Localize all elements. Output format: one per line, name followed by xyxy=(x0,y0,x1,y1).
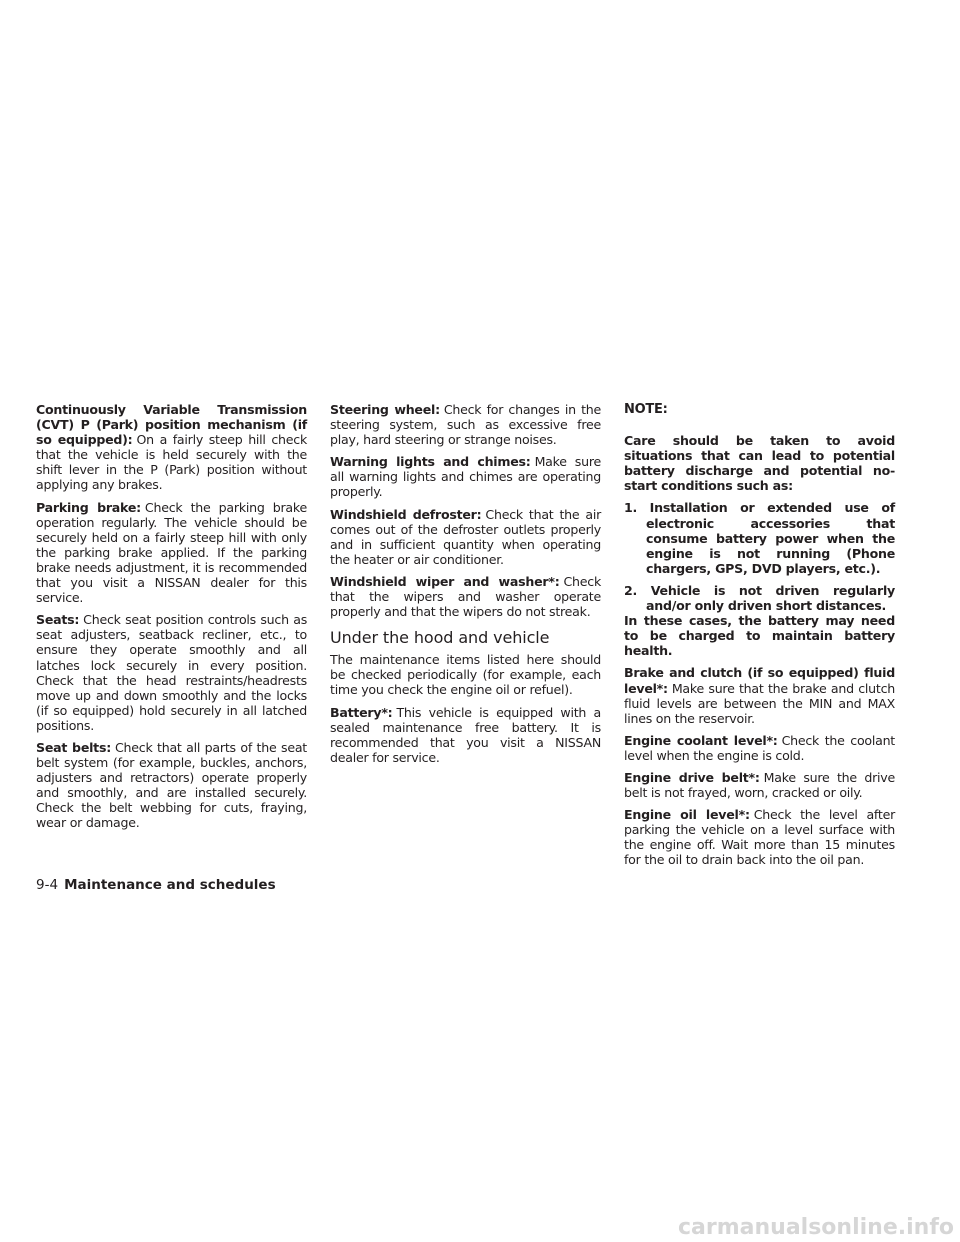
cvt-park-text: On a fairly steep hill check that the vehicle is held securely with the shift lever in the P (Park) position without applying any brakes. xyxy=(36,432,308,493)
engine-oil-label: Engine oil level*: xyxy=(624,807,750,823)
seat-belts-paragraph xyxy=(36,740,307,831)
column-left xyxy=(36,402,307,838)
brake-clutch-fluid-text: Make sure that the brake and clutch fluid levels are between the MIN and MAX lines on the reservoir. xyxy=(624,680,895,726)
note-intro: Care should be taken to avoid situations that can lead to potential battery discharge and potential no-start conditions such as: xyxy=(624,433,895,494)
note-outro: In these cases, the battery may need to be charged to maintain battery health. xyxy=(624,613,895,659)
battery-text: This vehicle is equipped with a sealed maintenance free battery. It is recommended that you visit a NISSAN dealer for service. xyxy=(330,704,601,765)
seat-belts-text: Check that all parts of the seat belt system (for example, buckles, anchors, adjusters and retractors) operate properly and smoothly, and are installed securely. Check the belt webbing for cuts, fraying, wear or damage. xyxy=(36,739,307,831)
parking-brake-text: Check the parking brake operation regularly. The vehicle should be securely held on a fairly steep hill with only the parking brake applied. If the parking brake needs adjustment, it is recommended that you visit a NISSAN dealer for this service. xyxy=(36,499,307,606)
parking-brake-paragraph xyxy=(36,500,307,606)
warning-lights-paragraph xyxy=(330,454,601,499)
windshield-defroster-paragraph xyxy=(330,507,601,567)
steering-wheel-paragraph xyxy=(330,402,601,447)
engine-coolant-text: Check the coolant level when the engine is cold. xyxy=(624,732,895,763)
engine-drive-belt-text: Make sure the drive belt is not frayed, worn, cracked or oily. xyxy=(624,769,895,801)
seat-belts-label: Seat belts: xyxy=(36,739,111,755)
note-item-1: 1. Installation or extended use of electronic accessories that consume battery power when the engine is not running (Phone chargers, GPS, DVD players, etc.). xyxy=(624,500,895,576)
note-item-2: 2. Vehicle is not driven regularly and/or only driven short distances. xyxy=(624,582,895,614)
engine-coolant-paragraph xyxy=(624,733,895,763)
engine-drive-belt-paragraph xyxy=(624,770,895,800)
windshield-defroster-label: Windshield defroster: xyxy=(330,506,482,522)
windshield-wiper-paragraph xyxy=(330,574,601,619)
engine-oil-text: Check the level after parking the vehicle on a level surface with the engine off. Wait more than 15 minutes for the oil to drain back into the oil pan. xyxy=(624,807,895,868)
cvt-park-paragraph xyxy=(36,402,307,493)
seats-paragraph xyxy=(36,612,307,733)
battery-label: Battery*: xyxy=(330,704,393,720)
windshield-wiper-label: Windshield wiper and washer*: xyxy=(330,573,560,589)
column-right xyxy=(624,402,895,875)
maintenance-intro-text: The maintenance items listed here should be checked periodically (for example, each time you check the engine oil or refuel). xyxy=(330,652,601,698)
seats-text: Check seat position controls such as seat adjusters, seatback recliner, etc., to ensure they operate smoothly and all latches lock securely in every position. Check that the head restraints/headrests move up and down smoothly and the locks (if so equipped) hold securely in all latched positions. xyxy=(36,612,307,733)
column-middle xyxy=(330,402,601,772)
parking-brake-label: Parking brake: xyxy=(36,499,141,515)
brake-clutch-fluid-label: Brake and clutch (if so equipped) fluid level*: xyxy=(624,665,895,696)
engine-oil-paragraph xyxy=(624,807,895,867)
page-footer xyxy=(36,877,276,893)
cvt-park-label: Continuously Variable Transmission (CVT) P (Park) position mechanism (if so equipped): xyxy=(36,402,307,448)
brake-clutch-fluid-paragraph xyxy=(624,665,895,725)
section-heading-under-hood: Under the hood and vehicle xyxy=(330,628,550,648)
note-title: NOTE: xyxy=(624,402,668,417)
page-number: 9-4 xyxy=(36,877,59,893)
windshield-wiper-text: Check that the wipers and washer operate properly and that the wipers do not streak. xyxy=(330,573,601,620)
windshield-defroster-text: Check that the air comes out of the defroster outlets properly and in sufficient quantity when operating the heater or air conditioner. xyxy=(330,506,602,567)
maintenance-intro-paragraph xyxy=(330,652,601,697)
battery-paragraph xyxy=(330,705,601,765)
steering-wheel-label: Steering wheel: xyxy=(330,402,440,417)
engine-drive-belt-label: Engine drive belt*: xyxy=(624,769,760,785)
engine-coolant-label: Engine coolant level*: xyxy=(624,732,778,748)
warning-lights-label: Warning lights and chimes: xyxy=(330,454,531,470)
steering-wheel-text: Check for changes in the steering system, such as excessive free play, hard steering or strange noises. xyxy=(330,402,601,448)
footer-section-title: Maintenance and schedules xyxy=(64,877,276,893)
watermark: carmanualsonline.info xyxy=(678,1215,954,1240)
seats-label: Seats: xyxy=(36,612,80,628)
warning-lights-text: Make sure all warning lights and chimes are operating properly. xyxy=(330,454,601,500)
